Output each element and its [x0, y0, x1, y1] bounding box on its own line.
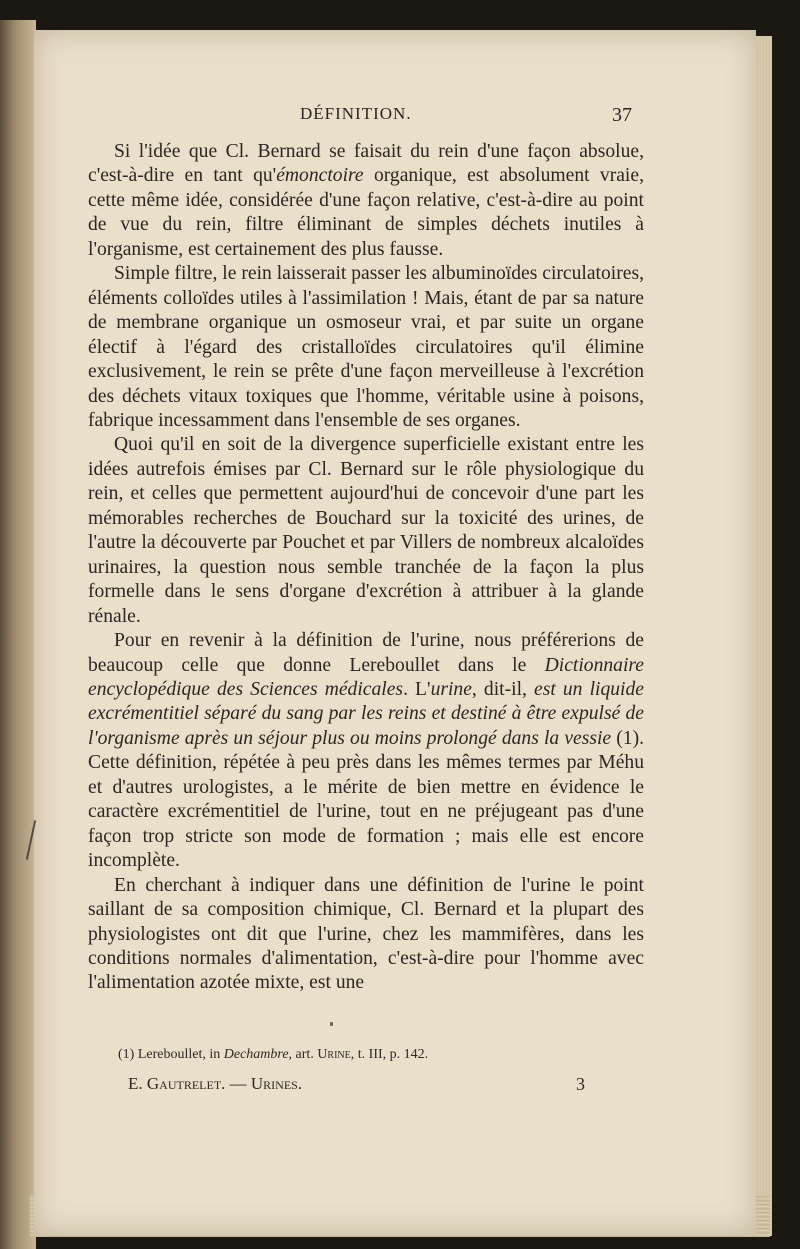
paragraph: Simple filtre, le rein laisserait passer les albuminoïdes circulatoires, éléments colloïdes utiles à l'assimilation ! Mais, étant de par sa nature de membrane organique un osmoseur vrai, et par suite un organe électif à l'égard des cristalloïdes circulatoires qu'il élimine exclusivement, le rein se prête d'une façon merveilleuse à l'excrétion des déchets vitaux toxiques que l'homme, véritable usine à poisons, fabrique incessamment dans l'ensemble de ses organes. — [88, 263, 644, 431]
signature-number: 3 — [576, 1074, 585, 1094]
paragraph-text: . L' — [403, 678, 431, 700]
paragraph: En cherchant à indiquer dans une définition de l'urine le point saillant de sa composition chimique, Cl. Bernard et la plupart des physiologistes ont dit que l'urine, chez les mammifères, dans les conditions normales d'alimentation, c'est-à-dire pour l'homme avec l'alimentation azotée mixte, est une — [88, 874, 644, 994]
footnote-marker: (1) — [118, 1047, 135, 1062]
separator-dot — [330, 1022, 333, 1026]
paragraph — [88, 629, 644, 874]
running-head — [0, 104, 800, 130]
footnote-reference: , t. III, p. 142. — [350, 1047, 429, 1062]
footnote-work: Dechambre — [223, 1047, 289, 1062]
paragraph — [88, 140, 644, 262]
running-head-title: DÉFINITION. — [300, 104, 412, 123]
footnote-author: Lereboullet, in — [137, 1047, 224, 1062]
body-text — [88, 140, 644, 996]
quoted-definition: est un liquide excrémentitiel séparé du sang par les reins et destiné à être expulsé de l'organisme après un séjour plus ou moins prolongé dans la vessie — [88, 678, 644, 749]
paragraph-text: (1). Cette définition, répétée à peu près dans les mêmes termes par Méhu et d'autres urologistes, a le mérite de bien mettre en évidence le caractère excrémentitiel de l'urine, tout en ne préjugeant pas d'une façon trop stricte son mode de formation ; mais elle est encore incomplète. — [88, 727, 644, 872]
signature-line — [128, 1074, 598, 1098]
paragraph-text: Pour en revenir à la définition de l'urine, nous préférerions de beaucoup celle que donne Lereboullet dans le — [88, 630, 644, 676]
left-page-edge — [0, 20, 36, 1249]
page-number: 37 — [612, 104, 632, 126]
paragraph-italic: Dictionnaire encyclopédique des Sciences médicales — [88, 654, 644, 700]
paragraph: Quoi qu'il en soit de la divergence superficielle existant entre les idées autrefois émises par Cl. Bernard sur le rôle physiologique du rein, et celles que permettent aujourd'hui de concevoir d'une part les mémorables recherches de Bouchard sur la toxicité des urines, de l'autre la découverte par Pouchet et par Villers de nombreux alcaloïdes urinaires, la question nous semble tranchée de la façon la plus formelle dans le sens d'organe d'excrétion à attribuer à la glande rénale. — [88, 434, 644, 627]
paragraph-text: , dit-il, — [471, 678, 535, 700]
footnote-entry: Urine — [317, 1047, 351, 1062]
signature-text: E. Gautrelet. — Urines. — [128, 1074, 303, 1093]
footnote — [118, 1047, 428, 1063]
paragraph-text: Si l'idée que Cl. Bernard se faisait du rein d'une façon absolue, c'est-à-dire en tant qu' — [88, 141, 644, 187]
footnote-text: , art. — [288, 1047, 318, 1062]
paragraph-italic: émonctoire — [276, 165, 364, 187]
paragraph-italic: urine — [430, 678, 472, 700]
paragraph-text: organique, est absolument vraie, cette même idée, considérée d'une façon relative, c'est-à-dire au point de vue du rein, filtre éliminant de simples déchets inutiles à l'organisme, est certainement des plus fausse. — [88, 165, 644, 260]
